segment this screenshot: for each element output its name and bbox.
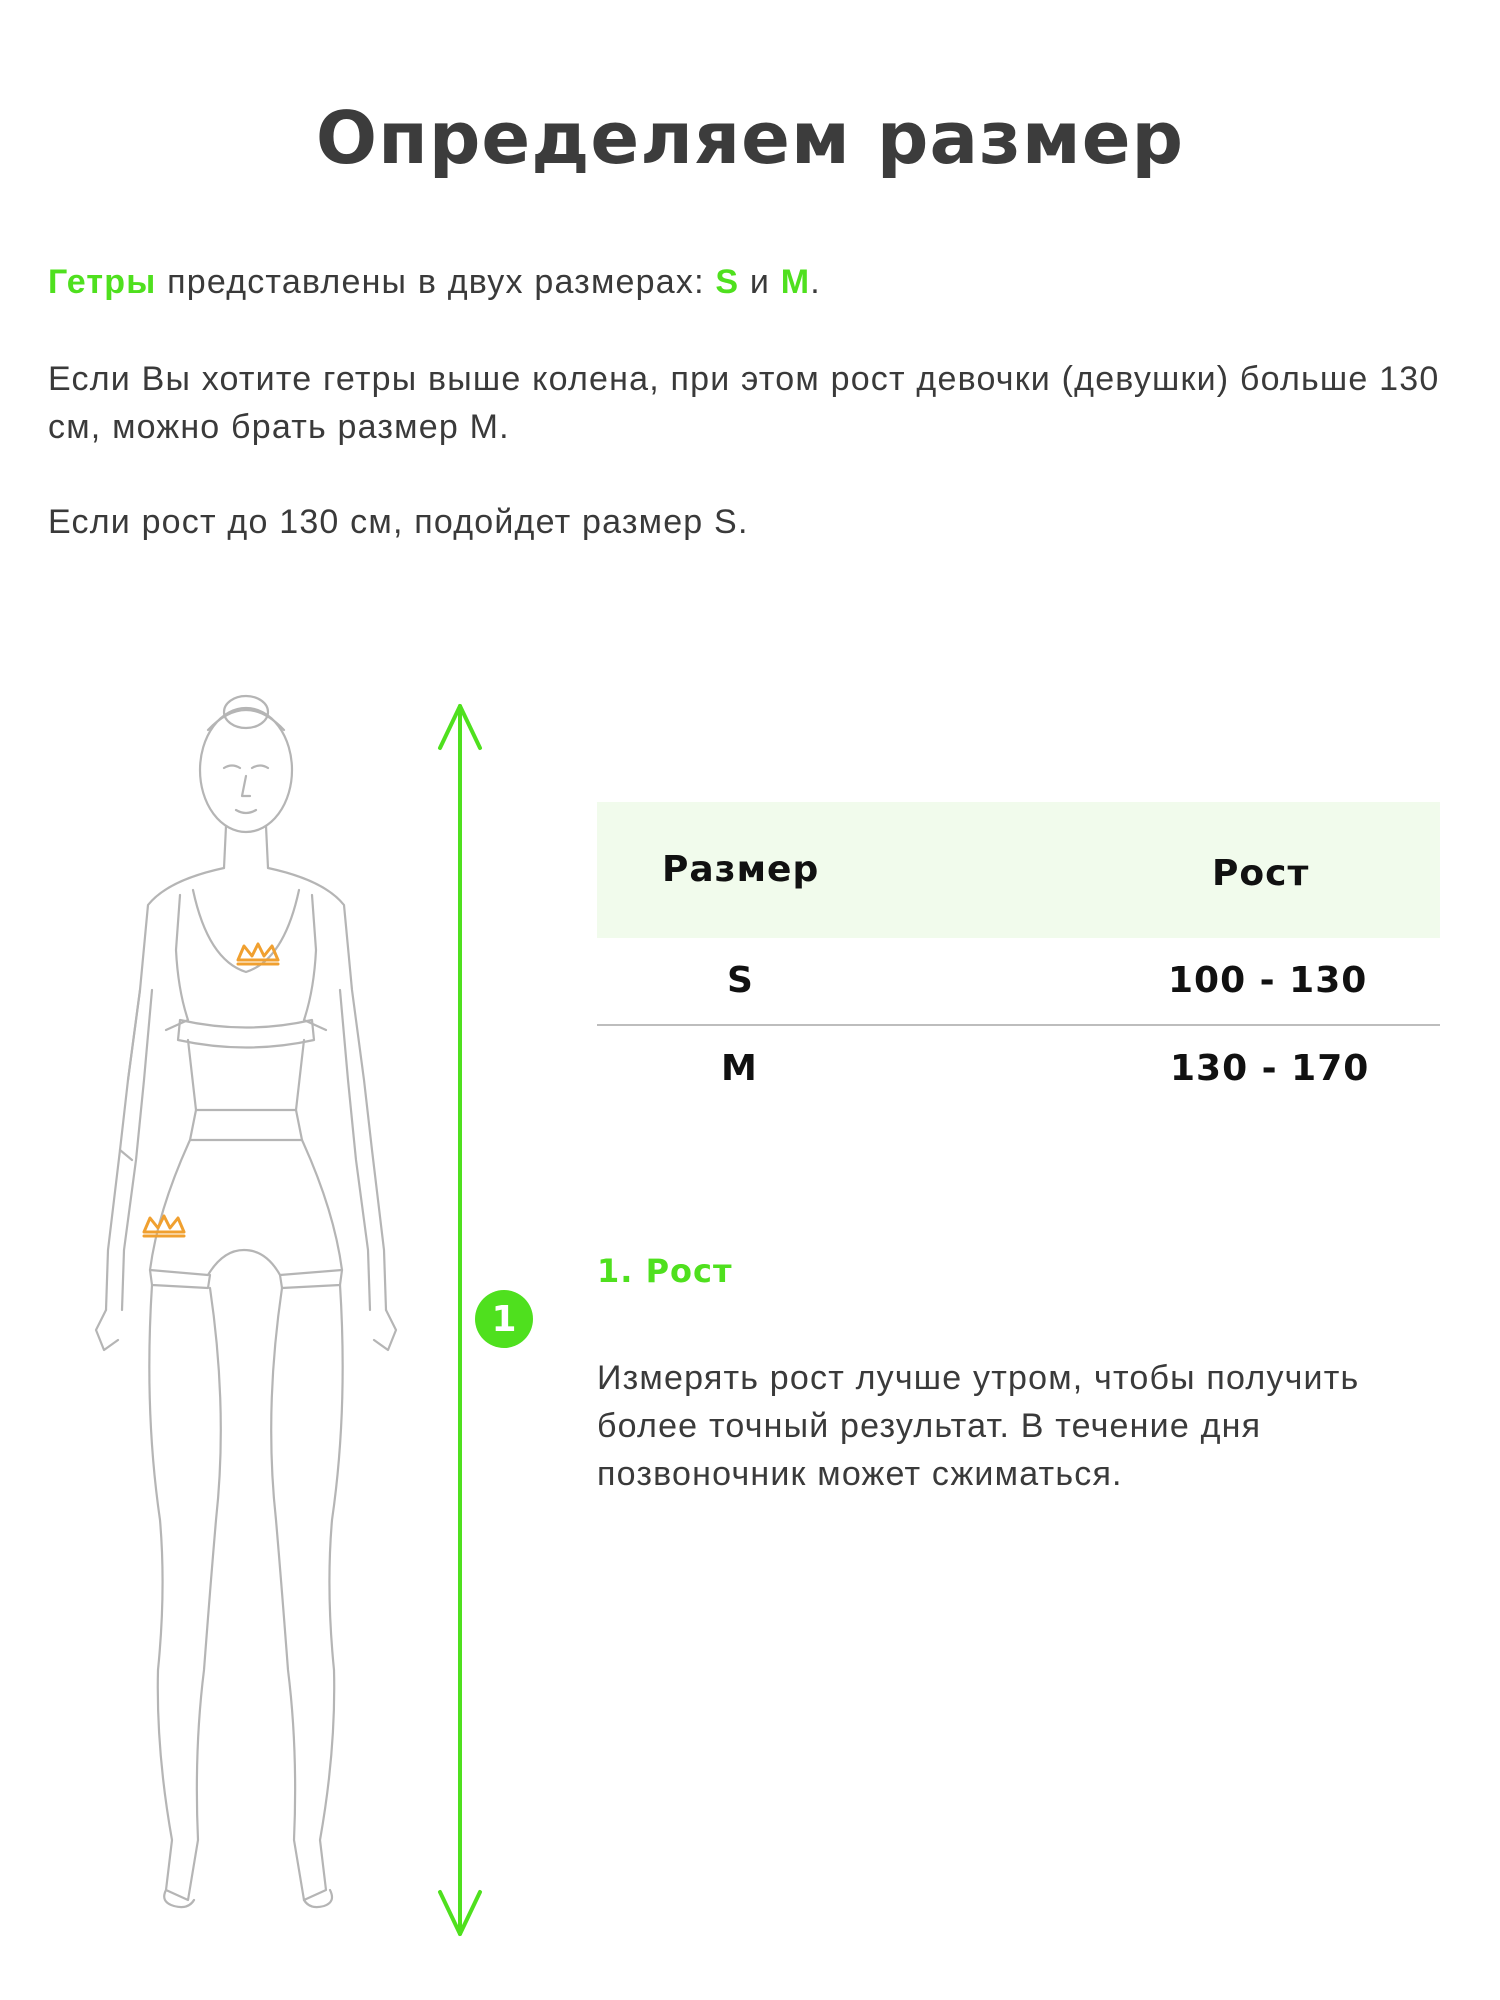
table-row: [597, 1026, 1440, 1112]
intro-text: представлены в двух размерах:: [156, 263, 716, 301]
page-title: Определяем размер: [315, 96, 1185, 180]
above-knee-paragraph: Если Вы хотите гетры выше колена, при этом рост девочки (девушки) больше 130 см, можно брать размер М.: [48, 360, 1440, 446]
intro-end: .: [810, 263, 821, 301]
intro-paragraph: [48, 258, 1468, 306]
product-name: Гетры: [48, 263, 157, 301]
size-s-highlight: S: [715, 263, 740, 301]
cell-size: S: [727, 960, 754, 1001]
measure-description: Измерять рост лучше утром, чтобы получить более точный результат. В течение дня позвоночник может сжиматься.: [597, 1359, 1360, 1493]
header-height: Рост: [1212, 853, 1310, 894]
body-figure-illustration: [48, 690, 448, 1940]
table-header: [597, 802, 1440, 938]
size-table: [597, 802, 1440, 1112]
size-m-highlight: M: [780, 263, 811, 301]
intro-conj: и: [739, 263, 781, 301]
small-size-paragraph: Если рост до 130 см, подойдет размер S.: [48, 503, 749, 541]
cell-height: 100 - 130: [1168, 960, 1368, 1001]
cell-size: M: [721, 1048, 758, 1089]
crown-logo-icon: [144, 944, 278, 1236]
measure-title: 1. Рост: [597, 1252, 733, 1290]
cell-height: 130 - 170: [1170, 1048, 1370, 1089]
height-badge: 1: [475, 1290, 533, 1348]
header-size: Размер: [662, 849, 820, 890]
table-row: [597, 938, 1440, 1026]
